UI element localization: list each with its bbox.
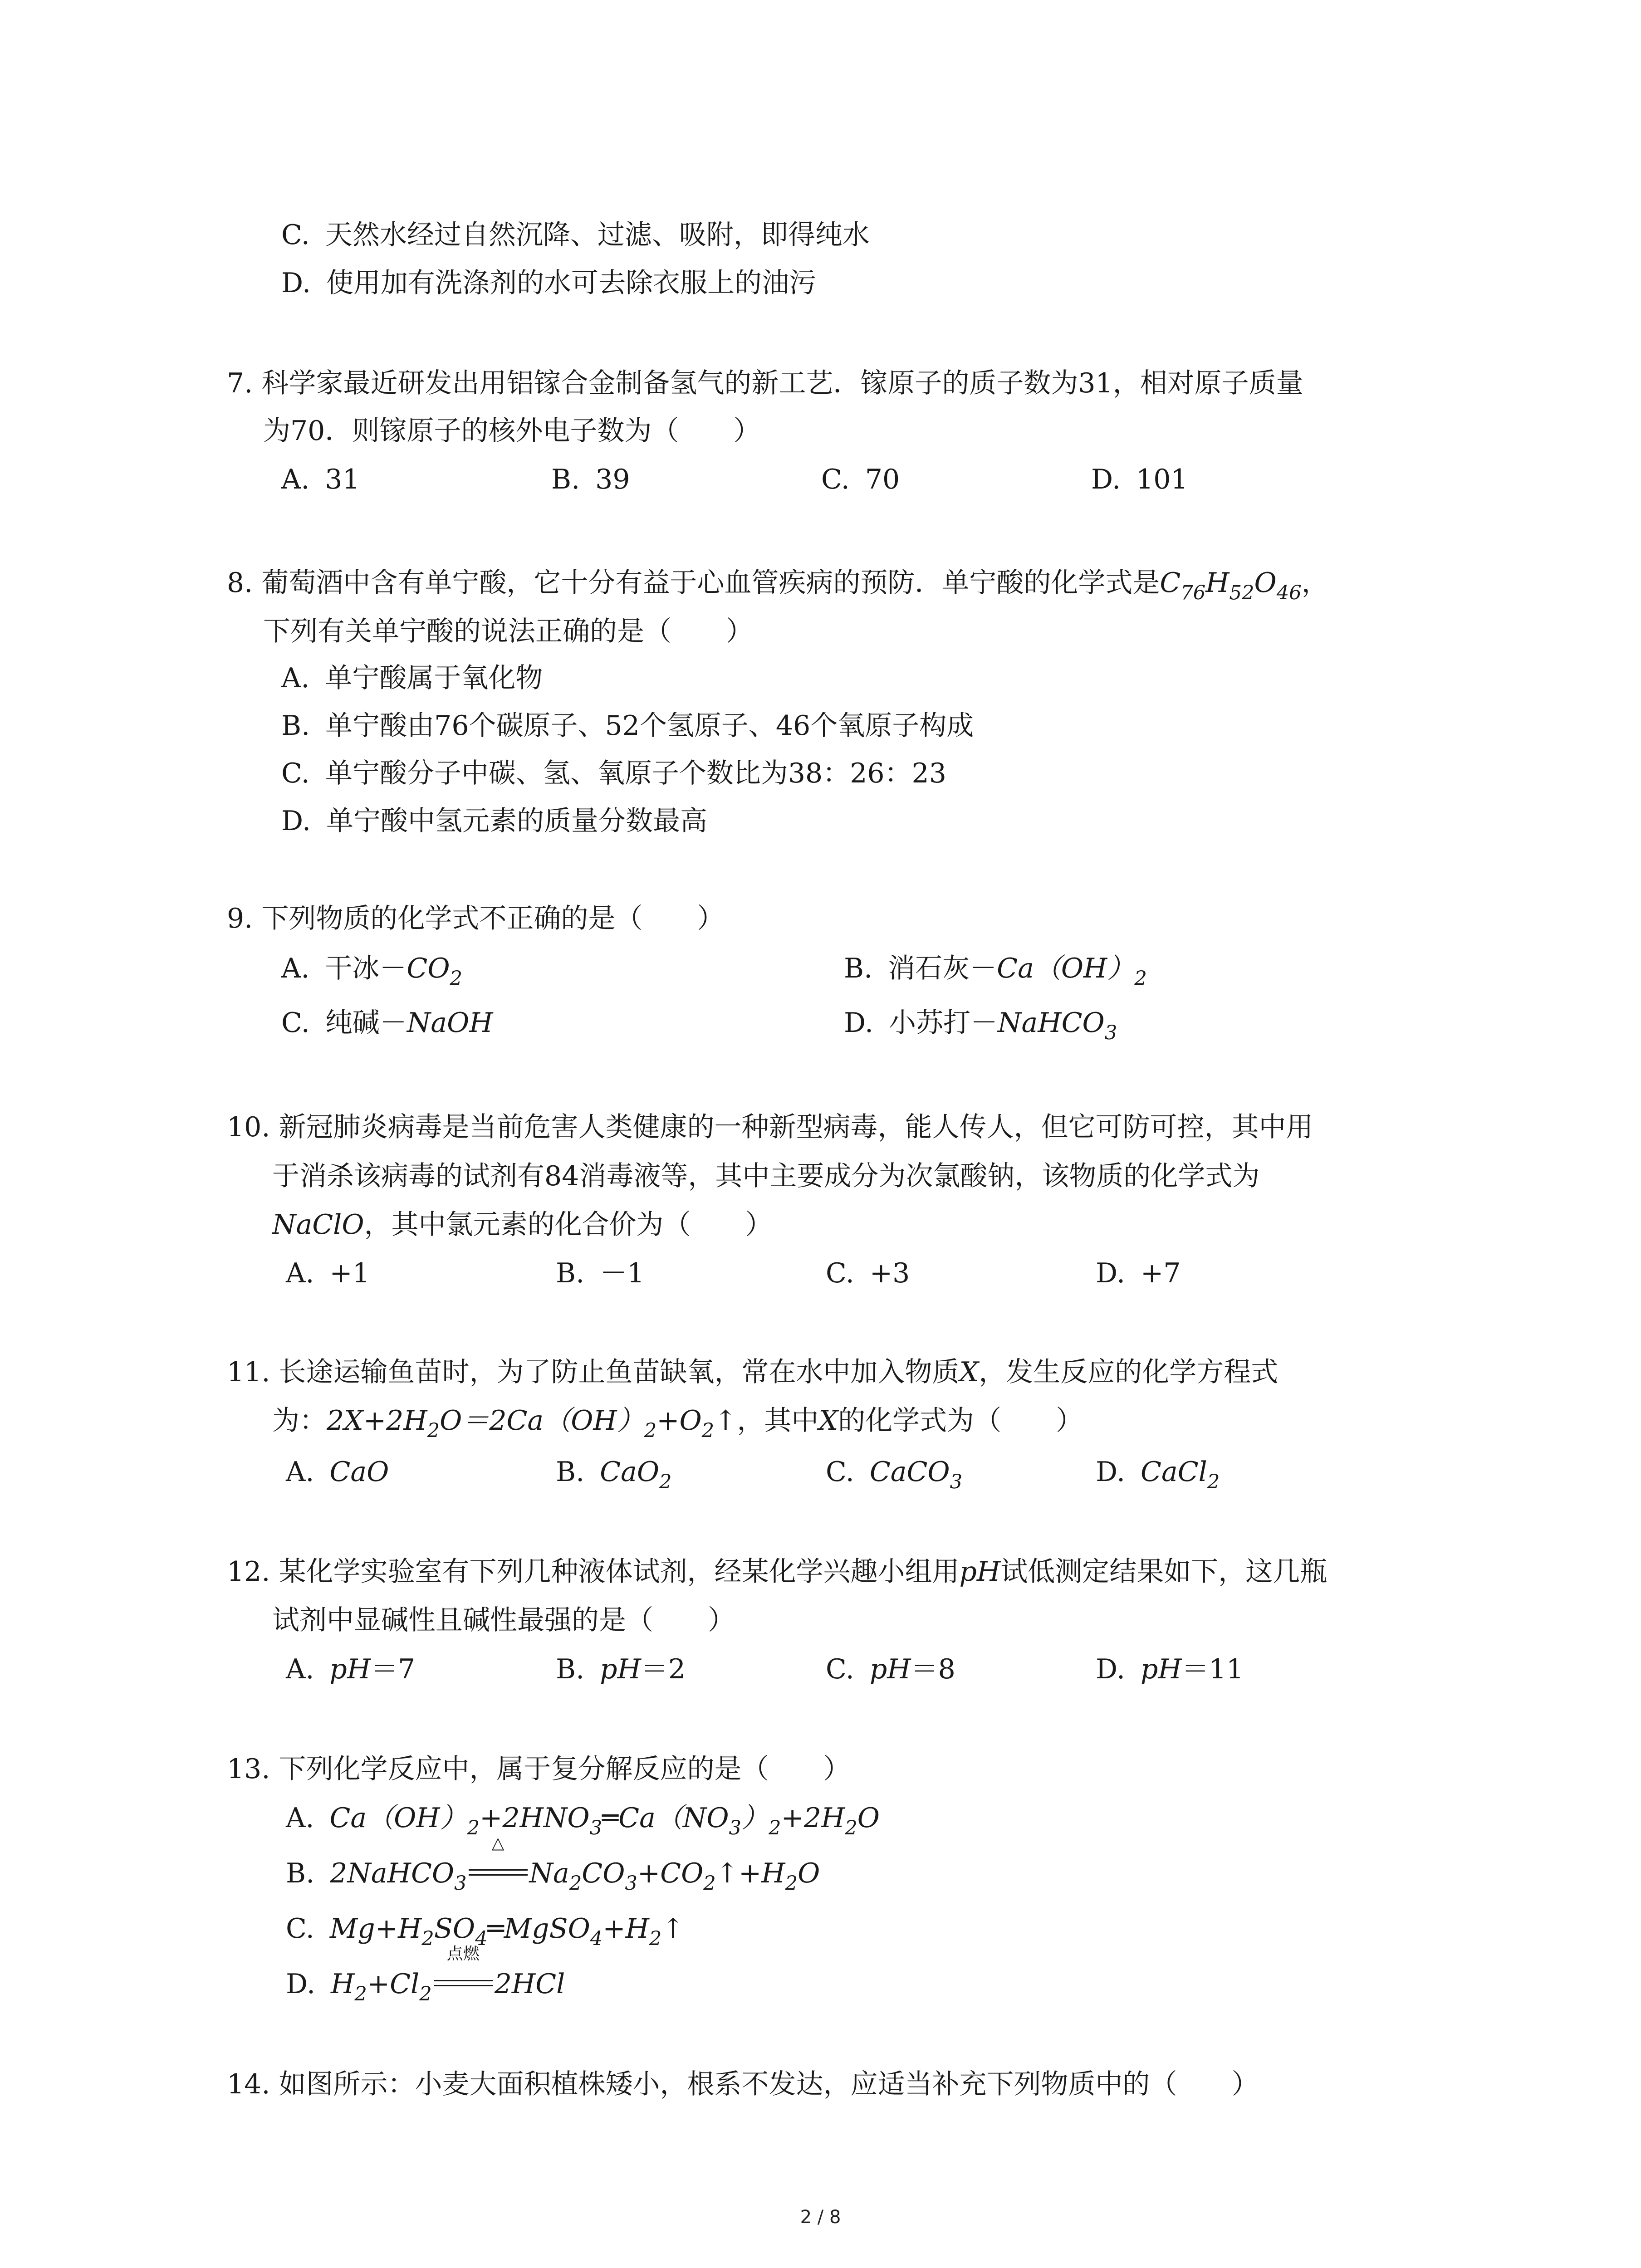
q9-option-b: B. 消石灰$-Ca(OH)_2$ [844, 953, 1147, 990]
option-label: D. [286, 1968, 316, 2000]
question-text: 下列物质的化学式不正确的是（ ） [261, 903, 725, 934]
option-text: 31 [325, 464, 360, 495]
q6-option-d [281, 265, 816, 301]
option-label: D. [844, 1007, 874, 1039]
option-label: D. [281, 805, 311, 837]
q11-option-a: A. CaO [286, 1456, 389, 1488]
q8-stem-line1: 8. 葡萄酒中含有单宁酸，它十分有益于心血管疾病的预防．单宁酸的化学式是$C_{76}H_{52}O_{46}$， [227, 567, 1329, 605]
option-label: B. [556, 1456, 585, 1488]
q7-option-b [551, 461, 630, 498]
q13-option-d [286, 1945, 565, 2006]
question-text: 新冠肺炎病毒是当前危害人类健康的一种新型病毒，能人传人，但它可防可控，其中用 [279, 1111, 1313, 1143]
question-text: ，其中氯元素的化合价为（ ） [364, 1209, 773, 1241]
q8-option-d [281, 803, 707, 839]
option-label: C. [821, 464, 850, 495]
question-text: 试剂中显碱性且碱性最强的是（ ） [272, 1604, 735, 1636]
chemical-equation: $Ca(OH)_2+2HNO_3═Ca(NO_3)_2+2H_2O$ [329, 1802, 880, 1840]
chemical-equation: $H_2+Cl_2$ 点燃 2HCl [331, 1945, 565, 2006]
option-label: B. [556, 1653, 585, 1685]
q10-option-a [286, 1255, 370, 1291]
option-label: C. [826, 1653, 854, 1685]
question-number: 9. [227, 903, 253, 934]
reaction-condition: △ [469, 1855, 528, 1892]
question-number: 14. [227, 2068, 270, 2100]
q13-option-c [286, 1911, 685, 1950]
option-label: A. [286, 1257, 314, 1289]
option-text: －1 [600, 1257, 645, 1289]
option-text: 101 [1136, 464, 1188, 495]
option-label: B. [281, 710, 310, 742]
q6-option-c [281, 217, 870, 253]
q10-option-c [826, 1255, 910, 1291]
option-label: C. [826, 1257, 854, 1289]
q8-option-c [281, 755, 946, 792]
option-text: 单宁酸由76个碳原子、52个氢原子、46个氧原子构成 [325, 710, 974, 742]
chemical-equation: $Mg+H_2SO_4═MgSO_4+H_2↑$ [329, 1913, 685, 1950]
option-label: B. [551, 464, 580, 495]
option-label: B. [556, 1257, 585, 1289]
q13-option-b [286, 1834, 820, 1895]
chemical-equation: $2X+2H_2O=2Ca(OH)_2+O_2$ [327, 1405, 715, 1442]
q11-option-c: C. CaCO$_3$ [826, 1456, 963, 1494]
option-label: C. [286, 1913, 314, 1945]
q7-option-a [281, 461, 360, 498]
question-number: 12. [227, 1556, 270, 1588]
question-text: 如图所示：小麦大面积植株矮小，根系不发达，应适当补充下列物质中的（ ） [279, 2068, 1259, 2100]
option-label: C. [826, 1456, 854, 1488]
q7-stem-line2 [263, 413, 760, 449]
q11-stem-line1: 11. 长途运输鱼苗时，为了防止鱼苗缺氧，常在水中加入物质X，发生反应的化学方程式 [227, 1356, 1279, 1388]
option-label: D. [281, 267, 311, 299]
q12-option-b: B. pH＝2 [556, 1653, 686, 1685]
question-text: 于消杀该病毒的试剂有84消毒液等，其中主要成分为次氯酸钠，该物质的化学式为 [272, 1160, 1260, 1192]
question-number: 10. [227, 1111, 270, 1143]
q9-stem [227, 900, 724, 937]
q12-stem-line1: 12. 某化学实验室有下列几种液体试剂，经某化学兴趣小组用pH试低测定结果如下，这几瓶 [227, 1556, 1327, 1588]
q9-option-c: C. 纯碱－NaOH [281, 1007, 493, 1039]
chemical-formula: $C_{76}H_{52}O_{46}$ [1160, 567, 1302, 605]
question-text: 科学家最近研发出用铝镓合金制备氢气的新工艺．镓原子的质子数为31，相对原子质量 [261, 367, 1303, 399]
q7-option-d [1091, 461, 1188, 498]
option-text: +7 [1141, 1257, 1181, 1289]
q12-stem-line2 [272, 1602, 735, 1638]
q11-option-d: D. CaCl$_2$ [1096, 1456, 1220, 1494]
q10-option-d [1096, 1255, 1181, 1291]
option-text: 70 [865, 464, 900, 495]
option-label: D. [1096, 1456, 1126, 1488]
q8-stem-line2 [263, 613, 753, 650]
q10-stem-line1 [227, 1109, 1313, 1145]
option-label: D. [1096, 1653, 1126, 1685]
q8-option-a [281, 660, 543, 696]
option-text: +3 [869, 1257, 910, 1289]
q8-option-b [281, 708, 974, 744]
option-text: 天然水经过自然沉降、过滤、吸附，即得纯水 [325, 219, 870, 251]
option-label: B. [286, 1857, 315, 1889]
q11-stem-line2: 为：$2X+2H_2O=2Ca(OH)_2+O_2↑$，其中X的化学式为（ ） [272, 1405, 1083, 1442]
question-text: 为70．则镓原子的核外电子数为（ ） [263, 415, 761, 447]
q7-option-c [821, 461, 900, 498]
option-label: D. [1096, 1257, 1126, 1289]
option-text: 39 [595, 464, 630, 495]
option-label: B. [844, 953, 873, 984]
q13-stem [227, 1751, 851, 1787]
option-label: A. [281, 953, 310, 984]
question-number: 13. [227, 1753, 270, 1785]
q12-option-c: C. pH＝8 [826, 1653, 955, 1685]
question-text: 下列有关单宁酸的说法正确的是（ ） [263, 616, 753, 647]
page-number: 2 / 8 [800, 2207, 841, 2228]
option-label: D. [1091, 464, 1121, 495]
q10-stem-line2 [272, 1158, 1259, 1194]
option-text: +1 [329, 1257, 370, 1289]
option-label: A. [286, 1456, 314, 1488]
chemical-equation: 2NaHCO$_3$ △ $Na_2CO_3+CO_2↑+H_2O$ [330, 1834, 820, 1895]
q12-option-d: D. pH＝11 [1096, 1653, 1244, 1685]
reaction-condition: 点燃 [434, 1966, 493, 2002]
option-label: A. [286, 1653, 314, 1685]
option-text: 单宁酸分子中碳、氢、氧原子个数比为38：26：23 [325, 758, 946, 789]
option-label: A. [281, 464, 310, 495]
option-text: 单宁酸属于氧化物 [325, 662, 543, 694]
q11-option-b: B. CaO$_2$ [556, 1456, 672, 1494]
q10-stem-line3 [272, 1207, 773, 1243]
q10-option-b [556, 1255, 644, 1291]
option-label: A. [286, 1802, 314, 1834]
option-label: C. [281, 758, 310, 789]
q13-option-a [286, 1800, 880, 1840]
option-text: 使用加有洗涤剂的水可去除衣服上的油污 [326, 267, 817, 299]
option-label: C. [281, 1007, 310, 1039]
question-number: 8. [227, 567, 253, 599]
option-label: C. [281, 219, 310, 251]
q9-option-a: A. 干冰$-CO_2$ [281, 953, 462, 990]
chemical-formula: NaClO [272, 1209, 364, 1241]
question-text: 下列化学反应中，属于复分解反应的是（ ） [279, 1753, 851, 1785]
q9-option-d: D. 小苏打－NaHCO$_3$ [844, 1007, 1117, 1045]
option-label: A. [281, 662, 310, 694]
q14-stem [227, 2066, 1259, 2102]
q12-option-a: A. pH＝7 [286, 1653, 416, 1685]
question-text: 葡萄酒中含有单宁酸，它十分有益于心血管疾病的预防．单宁酸的化学式是 [261, 567, 1160, 599]
q7-stem-line1 [227, 365, 1303, 401]
question-number: 7. [227, 367, 253, 399]
option-text: 单宁酸中氢元素的质量分数最高 [326, 805, 708, 837]
question-number: 11. [227, 1356, 270, 1388]
